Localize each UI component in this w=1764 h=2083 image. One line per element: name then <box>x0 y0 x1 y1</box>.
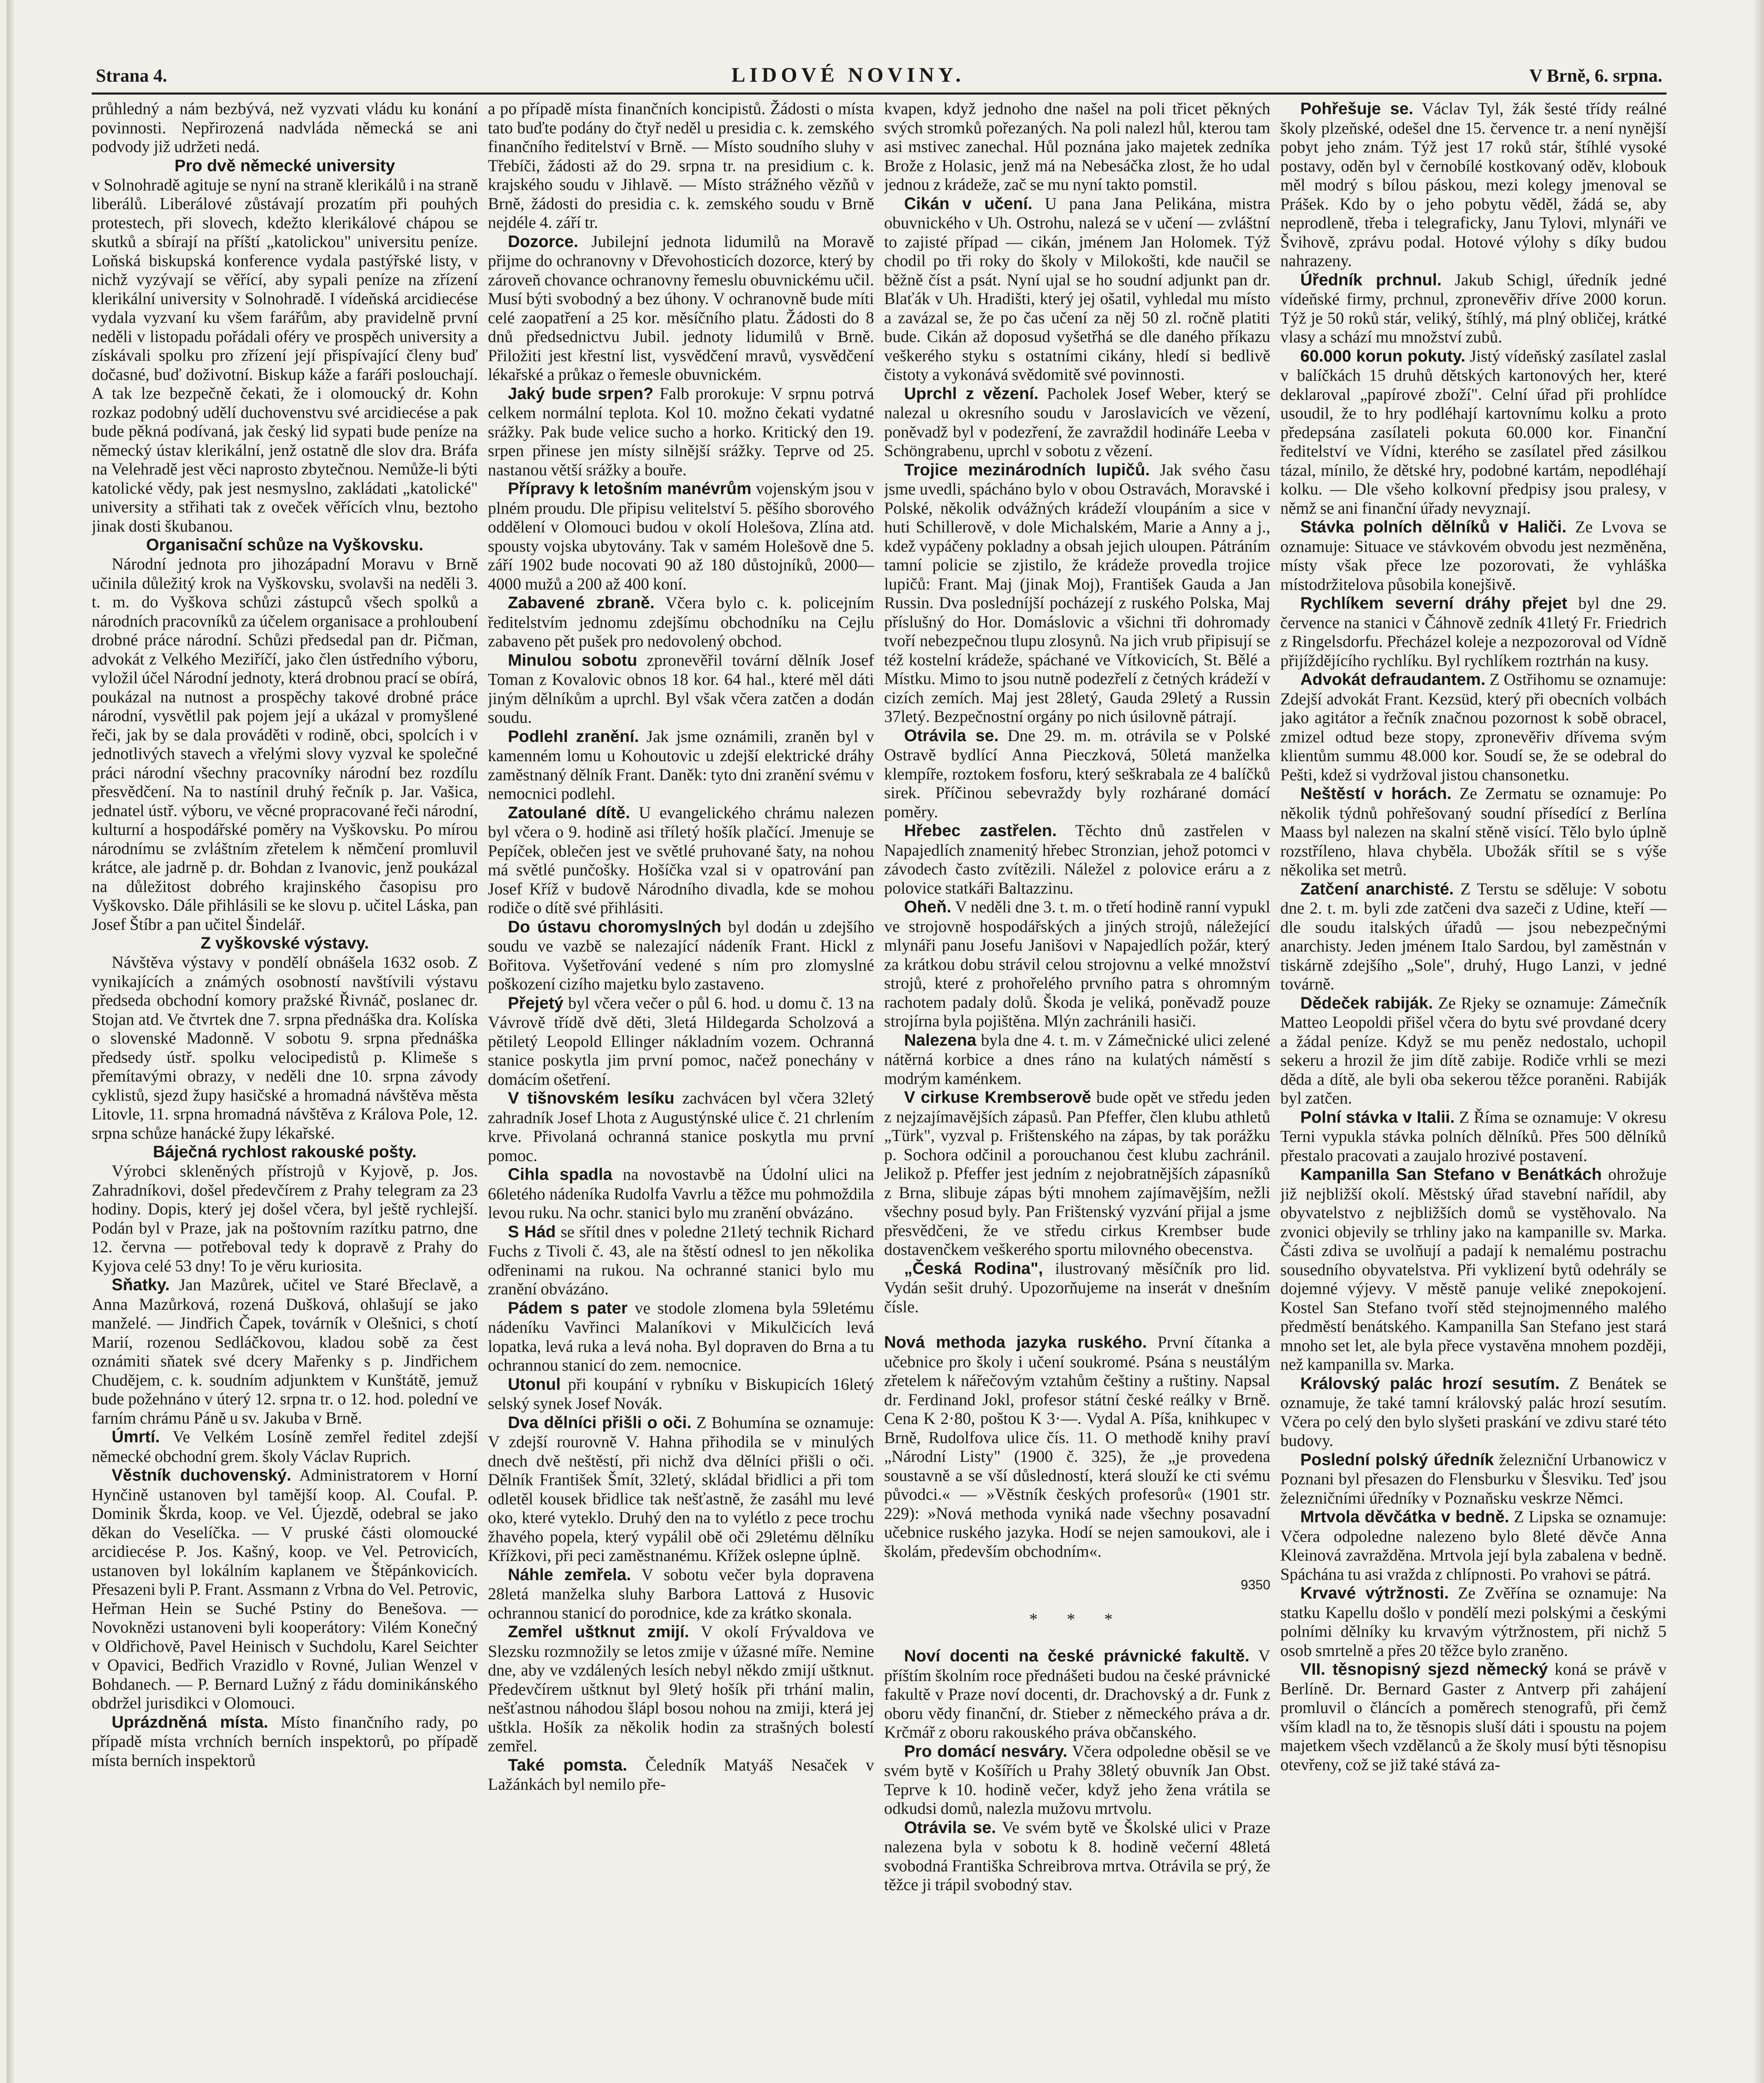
inline-headline: Podlehl zranění. <box>508 727 639 746</box>
article-text: na novostavbě na Údolní ulici na 66letého nádeníka Rudolfa Vavrlu a těžce mu pohmoždila levou ruku. Na ochr. stanici bylo mu zranění obvázáno. <box>488 1165 874 1222</box>
article-paragraph <box>488 803 874 917</box>
article-text: v Solnohradě agituje se nyní na straně klerikálů i na straně liberálů. Liberálové zůstávají prozatím při pouhých protestech, při slovech, kdežto klerikálové chápou se skutků a sbírají na příští „katolickou" universitu peníze. Loňská biskupská konference vydala pastýřské listy, v nichž vyzývají se věřící, aby sypali peníze na zřízení klerikální university v Solnohradě. I vídeňská arcidiecése vydala vyzvaní ku všem farářům, aby pravidelně první neděli v listopadu pořádali oféry ve prospěch university a získávali spolku pro zřízení její přispívající členy buď dočasné, buď doživotní. Biskup káže a faráři poslouchají. A tak lze bezpečně čekati, že i olomoucký dr. Kohn rozkaz podobný udělí duchovenstvu své arcidiecése a pak bude pěkná podívaná, jak český lid sypati bude peníze na německý ústav klerikální, jenž ostatně dle slov dra. Bráfa na Velehradě jest věci naprosto zbytečnou. Nemůže-li býti katolické vědy, pak jest nesmyslno, zakládati „katolické" university a střihati tak z oveček věřících vlnu, beztoho jinak dosti škubanou. <box>92 175 478 535</box>
column-4 <box>1280 99 1667 2083</box>
inline-headline: Utonul <box>508 1375 561 1394</box>
advert-reference-number: 9350 <box>1240 1577 1270 1592</box>
article-text: Dne 29. m. m. otrávila se v Polské Ostravě bydlící Anna Pieczková, 50letá manželka klempíře, roztokem fosforu, který seškrabala ze 4 balíčků sirek. Příčinou sebevraždy byly rozhárané domácí poměry. <box>884 726 1270 821</box>
article-paragraph <box>1280 1450 1667 1508</box>
inline-headline: Nová methoda jazyka ruského. <box>884 1333 1147 1351</box>
inline-headline: Uprchl z vězení. <box>904 384 1039 403</box>
article-text: při koupání v rybníku v Biskupicích 16letý selský synek Josef Novák. <box>488 1374 874 1413</box>
article-paragraph <box>488 384 874 480</box>
article-paragraph <box>1280 994 1667 1108</box>
article-paragraph <box>488 727 874 803</box>
article-text: vojenským jsou v plném proudu. Dle připisu velitelství 5. pěšího sborového oddělení v Olomouci budou v okolí Holešova, Zlína atd. spousty vojska ubytovány. Tak v samém Holešově dne 5. září 1902 bude nocovati 90 až 180 důstojníků, 2000—4000 mužů a 200 až 400 koní. <box>488 479 874 593</box>
article-paragraph <box>488 651 874 727</box>
article-text: průhledný a nám bezbývá, než vyzvati vládu ku konání povinnosti. Nepřirozená nadvláda německá se ani podvody již udržeti nedá. <box>92 99 478 156</box>
page-header <box>96 62 1662 92</box>
article-text: Místo finančního rady, po případě místa vrchních berních inspektorů, po případě místa berních inspektorů <box>92 1712 478 1770</box>
article-text: Včera bylo c. k. policejním ředitelstvím jednomu zdejšímu obchodníku na Cejlu zabaveno pět pušek pro nedovolený obchod. <box>488 593 874 650</box>
article-text: a po případě místa finančních koncipistů. Žádosti o místa tato buďte podány do čtyř neděl u presidia c. k. zemského finančního ředitelství v Brně. — Místo soudního sluhy v Třebíči, žádosti až do 29. srpna tr. na presidium c. k. krajského soudu v Jihlavě. — Místo strážného vězňů v Brně, žádosti do presidia c. k. zemského soudu v Brně nejdéle 4. září tr. <box>488 99 874 232</box>
inline-headline: Královský palác hrozí sesutím. <box>1300 1374 1560 1393</box>
inline-headline: Pohřešuje se. <box>1300 100 1414 118</box>
article-text: byl dne 29. července na stanici v Čáhnově zedník 41letý Fr. Friedrich z Ringelsdorfu. Přecházel koleje a nezpozoroval od Vídně přijíždějícího rychlíku. Byl rychlíkem roztrhán na kusy. <box>1280 594 1667 670</box>
inline-headline: V cirkuse Krembserově <box>904 1088 1092 1106</box>
article-text: byl dodán u zdejšího soudu ve vazbě se nalezající nádeník Frant. Hickl z Bořitova. Vyšetřování vedené s ním pro zlomyslné poškození cizího majetku bylo zastaveno. <box>488 917 874 993</box>
article-text: Z Bohumína se oznamuje: V zdejší rourovně V. Hahna přihodila se v minulých dnech dvě neštěstí, při nichž dva dělníci přišli o oči. Dělník František Šmít, 32letý, skládal břidlici a při tom odletěl kousek břidlice tak nešťastně, že zasáhl mu levé oko, které vyteklo. Druhý den na to vylétlo z pece trochu žhavého popela, který vypálil obě oči 29letému dělníku Křížkovi, při peci zaměstnanému. Křížek oslepne úplně. <box>488 1413 874 1565</box>
advertisement <box>884 1333 1270 1561</box>
article-paragraph <box>1280 1507 1667 1583</box>
article-paragraph <box>1280 270 1667 347</box>
inline-headline: Přejetý <box>508 994 564 1012</box>
article-paragraph <box>488 917 874 994</box>
article-text: V sobotu večer byla dopravena 28letá manželka sluhy Barbora Lattová z Husovic ochrannou stanicí do porodnice, kde za krátko skonala. <box>488 1565 874 1622</box>
article-text: byl včera večer o půl 6. hod. u domu č. 13 na Vávrově třídě dvě děti, 3letá Hildegarda Scholzová a pětiletý Leopold Ellinger nákladním vozem. Ochranná stanice poskytla jim první pomoc, načež ponechány v domácím ošetření. <box>488 993 874 1089</box>
article-paragraph <box>1280 99 1667 270</box>
article-text: Národní jednota pro jihozápadní Moravu v Brně učinila důležitý krok na Vyškovsku, svolavši na neděli 3. t. m. do Vyškova schůzi zástupců všech spolků a národních pracovníků za účelem organisace a prohloubení drobné práce národní. Schůzi předsedal pan dr. Pičman, advokát z Velkého Meziříčí, jako člen ústředního výboru, vyložil účel Národní jednoty, která drobnou prací se obírá, poukázal na nutnost a prospěchy takové drobné práce národní, vysvětlil pak pojem její a ukázal v promyšlené řeči, jak by se dala prováděti v rodině, obci, spolcích i v jednotlivých stavech a vřelými slovy vyzval ke společné práci národní všechny pracovníky národní bez rozdílu přesvědčení. Na to nastínil druhý řečník p. Jar. Vašica, jednatel ústř. výboru, ve věcné propracované řeči národní, kulturní a hospodářské poměry na Vyškovsku. Po mírou národnímu se zvláštním zřetelem k němčení promluvil krátce, ale jadrně p. dr. Bohdan z Ivanovic, jenž poukázal na důležitost dobrého krajinského časopisu pro Vyškovsko. Dále přihlásili se ke slovu p. učitel Láska, pan Josef Štíbr a pan učitel Šindelář. <box>92 554 478 934</box>
article-text: Administratorem v Horní Hynčině ustanoven byl tamější koop. Al. Coufal. P. Dominik Škrda, koop. ve Vel. Újezdě, odebral se jako děkan do Veselíčka. — V pruské části olomoucké arcidiecése P. Jos. Kašný, koop. ve Vel. Petrovicích, ustanoven byl lokálním kaplanem ve Štěpánkovicích. Přesazeni byli P. Frant. Assmann z Vrbna do Vel. Petrovic, Heřman Hein se Suché Pstiny do Benešova. — Novoknězi ustanoveni byli kooperátory: Vilém Konečný v Oldřichově, Pavel Heinisch v Suchdolu, Karel Seichter v Opavici, Bedřich Vrazidlo v Rovné, Julian Wenzel v Bohdanech. — P. Bernard Lužný z řádu dominikánského obdržel jurisdikci v Olomouci. <box>92 1466 478 1712</box>
inline-headline: Trojice mezinárodních lupičů. <box>904 460 1150 479</box>
inline-headline: Zabavené zbraně. <box>508 594 655 612</box>
article-paragraph <box>1280 347 1667 518</box>
article-text: Jistý vídeňský zasílatel zaslal v balíčkách 15 druhů dětských kartonových her, které deklaroval „papírové zboží". Celní úřad při prohlídce usoudil, že to hry podléhají kartovnímu kolku a proto předepsána zasílateli pokuta 60.000 kor. Finanční ředitelství ve Vídni, kterého se zasílatel před zásilkou tázal, mínilo, že dětské hry, podobné kartám, nepodléhají kolku. — Dle všeho kolkovní předpisy jsou pralesy, v němž se ani finanční úřady nevyznají. <box>1280 346 1667 517</box>
inline-headline: „Česká Rodina", <box>904 1259 1043 1278</box>
text-columns <box>92 99 1667 2083</box>
article-text: bude opět ve středu jeden z nejzajímavějších zápasů. Pan Pfeffer, člen klubu athletů „Türk", vyzval p. Frištenského na zápas, by tak porážku p. Sochora odčinil a porouchanou čest klubu zachránil. Jelikož p. Pfeffer jest jedním z nejobratnějších zápasníků z Brna, slibuje zápas býti mnohem zajímavějším, nežli všechny posud byly. Pan Frištenský vyzvání přijal a jsme přesvědčeni, že ve středu cirkus Krembser bude dostavenčkem veškerého sportu milovného obecenstva. <box>884 1088 1270 1259</box>
article-text: Falb prorokuje: V srpnu potrvá celkem normální teplota. Kol 10. možno čekati vydatné srážky. Pak bude velice sucho a horko. Kritický den 19. srpen přinese jen místy silnější srážky. Teprve od 25. nastanou větší srážky a bouře. <box>488 384 874 479</box>
article-text: Včera odpoledne oběsil se ve svém bytě v Košířích u Prahy 38letý obuvník Jan Obst. Teprve k 10. hodině večer, když jeho žena vrátila se odkudsi domů, nalezla mužovu mrtvolu. <box>884 1741 1270 1818</box>
article-headline: Báječná rychlost rakouské pošty. <box>153 1143 417 1161</box>
article-text: Čeledník Matyáš Nesaček v Lažánkách byl nemilo pře- <box>488 1755 874 1793</box>
inline-headline: Do ústavu choromyslných <box>508 917 722 936</box>
article-paragraph <box>488 593 874 651</box>
article-text: Pacholek Josef Weber, který se nalezal u okresního soudu v Jaroslavicích ve vězení, poněvadž byl v podezření, že zavraždil hodináře Leeba v Schöngrabenu, uprchl v sobotu z vězení. <box>884 384 1270 460</box>
page-number: Strana 4. <box>96 65 167 86</box>
article-paragraph <box>1280 594 1667 670</box>
inline-headline: Zatoulané dítě. <box>508 803 630 822</box>
article-text: Jak svého času jsme uvedli, spácháno bylo v obou Ostravách, Moravské i Polské, několik odvážných krádeží vloupáním a sice v huti Schillerově, v dole Michalském, Marie a Anny a j., kdež vypáčeny pokladny a obsah jejich uloupen. Pátráním tamní policie se zjistilo, že krádeže provedla trojice lupičů: Frant. Maj (jinak Moj), František Gauda a Jan Russin. Dva posledníjší pocházejí z ruského Polska, Maj příslušný do Hor. Domáslovic a všichni tři dohromady tvoří nebezpečnou tlupu zlosynů. Na jich vrub připisují se též kostelní krádeže, spáchané ve Vítkovicích, St. Bělé a Místku. Mimo to jsou nutně podezřelí z četných krádeží v cizích zemích. Maj jest 28letý, Gauda 29letý a Russin 37letý. Bezpečnostní orgány po nich úsilovně pátrají. <box>884 460 1270 726</box>
article-text: Jubilejní jednota lidumilů na Moravě přijme do ochranovny v Dřevohosticích dozorce, který by zároveň chovance ochranovny řemeslu obuvnickému učil. Musí býti svobodný a bez úhony. V ochranovně bude míti celé zaopatření a 25 kor. měsíčního platu. Žádosti do 8 dnů předsednictvu Jubil. jednoty lidumilů v Brně. Přiložiti jest křestní list, vysvědčení mravů, vysvědčení lékařské a průkaz o řemesle obuvnickém. <box>488 232 874 384</box>
article-text: Výrobci skleněných přístrojů v Kyjově, p. Jos. Zahradníkovi, došel předevčírem z Prahy telegram za 23 hodiny. Dopis, který jej došel včera, byl ještě rychlejší. Podán byl v Praze, jak na poštovním razítku patrno, dne 12. června — potřeboval tedy k dopravě z Prahy do Kyjova celé 53 dny! To je věru kuriosita. <box>92 1161 478 1275</box>
inline-headline: Otrávila se. <box>904 726 999 745</box>
article-paragraph <box>488 1622 874 1756</box>
inline-headline: Jaký bude srpen? <box>508 384 654 403</box>
article-text: kvapen, když jednoho dne našel na poli třicet pěkných svých stromků pořezaných. Na poli nalezl hůl, kterou tam asi mstivec zanechal. Hůl poznána jako majetek zedníka Brože z Holasic, jenž má na Nebesáčka zlost, že ho udal jednou z krádeže, zač se mu nyní takto pomstil. <box>884 99 1270 194</box>
inline-headline: Noví docenti na české právnické fakultě. <box>904 1647 1249 1665</box>
article-paragraph <box>884 897 1270 1031</box>
inline-headline: Neštěstí v horách. <box>1300 784 1452 803</box>
article-paragraph <box>92 1275 478 1427</box>
inline-headline: Pro domácí nesváry. <box>904 1742 1067 1761</box>
column-2 <box>488 99 874 2083</box>
article-text: Jakub Schigl, úředník jedné vídeňské firmy, prchnul, zpronevěřiv dříve 2000 korun. Týž je 50 roků stár, veliký, štíhlý, má plný obličej, krátké vlasy a schází mu množství zubů. <box>1280 270 1667 346</box>
article-text: Z Říma se oznamuje: V okresu Terni vypukla stávka polních dělníků. Přes 500 dělníků přestalo pracovati a zaujalo hrozivé postavení. <box>1280 1107 1667 1165</box>
inline-headline: Hřebec zastřelen. <box>904 822 1057 840</box>
article-text: V neděli dne 3. t. m. o třetí hodině ranní vypukl ve strojovně hospodářských a jiných strojů, náležející mlynáři panu Josefu Janišovi v Napajedlích požár, který za krátkou dobu strávil celou strojovnu a velké množství strojů, které z prohořelého prvního patra s ohromným rachotem padaly dolů. Škoda je veliká, poněvadž pouze strojírna byla pojištěna. Mlýn zachránili hasiči. <box>884 897 1270 1030</box>
article-paragraph <box>488 479 874 593</box>
article-paragraph <box>1280 517 1667 594</box>
article-text: Z Ostřihomu se oznamuje: Zdejší advokát Frant. Kezsüd, který při obecních volbách jako agitátor a řečník značnou pozornost k sobě obracel, zmizel odtud beze stopy, zpronevěřiv dřívema svým klientům summu 48.000 kor. Soudí se, že se odebral do Pešti, kdež si vydržoval jistou chansonetku. <box>1280 670 1667 784</box>
page-fold-shadow-right <box>1753 0 1764 2083</box>
article-text: ve stodole zlomena byla 59letému nádeníku Vavřinci Malaníkovi v Mikulčicích levá lopatka, levá ruka a levá noha. Byl dopraven do Brna a tu ochrannou stanicí do zem. nemocnice. <box>488 1298 874 1374</box>
article-paragraph <box>488 994 874 1089</box>
article-paragraph <box>884 1818 1270 1894</box>
article-text: ohrožuje již nejbližší okolí. Městský úřad stavební nařídil, aby obyvatelstvo z nejbližších domů se vystěhovalo. Na zvonici objevily se trhliny jako na kampanille sv. Marka. Části zdiva se uvolňují a padají k nemalému postrachu sousedního obyvatelstva. Při vyklizení bytů odehrály se dojemné výjevy. V městě panuje veliké znepokojení. Kostel San Stefano tvoří stěd stejnojmenného malého předměstí benátského. Kampanilla San Stefano jest stará mnoho set let, ale byla přece vystavěna mnohem později, než kampanilla sv. Marka. <box>1280 1165 1667 1374</box>
article-text: Z Terstu se sděluje: V sobotu dne 2. t. m. byli zde zatčeni dva sazeči z Udine, kteří — dle soudu italských úřadů — jsou nebezpečnými anarchisty. Jeden jménem Italo Sardou, byl zaměstnán v tiskárně zdejšího „Sole", druhý, Hugo Lanzi, v jedné továrně. <box>1280 879 1667 993</box>
inline-headline: Polní stávka v Italii. <box>1300 1108 1455 1126</box>
inline-headline: Úředník prchnul. <box>1300 270 1442 289</box>
article-paragraph <box>1280 1374 1667 1450</box>
article-text: železniční Urbanowicz v Poznani byl přesazen do Flensburku v Šlesviku. Teď jsou železničními úředníky v Poznaňsku veskrze Němci. <box>1280 1450 1667 1507</box>
inline-headline: Stávka polních dělníků v Haliči. <box>1300 518 1567 536</box>
article-paragraph <box>488 1222 874 1299</box>
page-fold-shadow-left <box>7 0 15 2083</box>
inline-headline: Minulou sobotu <box>508 651 637 669</box>
article-text: Ve Velkém Losíně zemřel ředitel zdejší německé obchodní grem. školy Václav Ruprich. <box>92 1427 478 1466</box>
article-text: V příštím školním roce přednášeti budou na české právnické fakultě v Praze noví docenti, dr. Drachovský a dr. Funk z oboru vědy finanční, dr. Stieber z německého práva a dr. Krčmář z oboru rakouského práva občanského. <box>884 1646 1270 1741</box>
article-paragraph <box>92 1713 478 1770</box>
inline-headline: Poslední polský úředník <box>1300 1450 1494 1469</box>
newspaper-title: LIDOVÉ NOVINY. <box>731 63 965 86</box>
inline-headline: Nalezena <box>904 1031 977 1049</box>
article-text: Ve svém bytě ve Školské ulici v Praze nalezena byla v sobotu k 8. hodině večerní 48letá svobodná Františka Schreibrova mrtva. Otrávila se prý, že těžce ji trápil svobodný stav. <box>884 1818 1270 1894</box>
article-text: zachvácen byl včera 32letý zahradník Josef Lhota z Augustýnské ulice č. 21 chrlením krve. Přivolaná ochranná stanice poskytla mu první pomoc. <box>488 1089 874 1165</box>
article-text: Z Lipska se oznamuje: Včera odpoledne nalezeno bylo 8leté děvče Anna Kleinová zavražděna. Mrtvola její byla zabalena v bedně. Spáchána tu asi vražda z chlípnosti. Po vrahovi se pátrá. <box>1280 1507 1667 1583</box>
article-paragraph <box>488 1299 874 1375</box>
inline-headline: Oheň. <box>904 898 952 916</box>
article-text: Jan Mazůrek, učitel ve Staré Břeclavě, a Anna Mazůrková, rozená Dušková, ohlašují se jako manželé. — Jindřich Čapek, továrník v Olešnici, s chotí Marií, rozenou Sedláčkovou, kladou sobě za čest oznámiti sňatek své dcery Mařenky s p. Jindřichem Chudějem, c. k. soudním adjunktem v Kunštátě, jemuž bude požehnáno v úterý 12. srpna tr. o 12. hod. polední ve farním chrámu Páně u sv. Jakuba v Brně. <box>92 1275 478 1427</box>
article-paragraph <box>1280 1165 1667 1374</box>
article-text: U evangelického chrámu nalezen byl včera o 9. hodině asi tříletý hošík plačící. Jmenuje se Pepíček, oblečen jest ve světlé pruhované šaty, na nohou má světlé punčošky. Hošíčka vzal si v opatrování pan Josef Kříž v budově Národního divadla, kde se mohou rodiče o dítě své přihlásiti. <box>488 803 874 917</box>
article-paragraph <box>488 1756 874 1794</box>
article-paragraph <box>1280 879 1667 994</box>
article-text: Václav Tyl, žák šesté třídy reálné školy plzeňské, odešel dne 15. července tr. a není nynější pobyt jeho znám. Týž jest 17 roků stár, štíhlé vysoké postavy, oděn byl v černobílé kostkovaný oděv, klobouk měl modrý s bílou páskou, mezi kolegy jmenoval se Prášek. Kdo by o jeho pobytu věděl, žádá se, aby neprodleně, třeba i telegraficky, Janu Tylovi, mlynáři ve Švihově, zprávu podal. Hotové výlohy s díky budou nahrazeny. <box>1280 99 1667 270</box>
article-paragraph <box>884 821 1270 897</box>
article-text: Jak jsme oznámili, zraněn byl v kamenném lomu u Kohoutovic u zdejší elektrické dráhy zaměstnaný dělník Frant. Daněk: tyto dni zranění svému v nemocnici podlehl. <box>488 727 874 803</box>
inline-headline: Cikán v učení. <box>904 194 1033 213</box>
article-text: ilustrovaný měsíčník pro lid. Vydán sešit druhý. Upozorňujeme na inserát v dnešním čísle. <box>884 1259 1270 1316</box>
article-headline: Organisační schůze na Vyškovsku. <box>146 536 424 554</box>
header-rule <box>92 92 1667 95</box>
inline-headline: Věstník duchovenský. <box>112 1466 292 1484</box>
article-paragraph <box>1280 1108 1667 1165</box>
inline-headline: Dva dělníci přišli o oči. <box>508 1413 692 1432</box>
article-paragraph <box>884 460 1270 726</box>
article-paragraph <box>884 1646 1270 1742</box>
article-paragraph <box>884 194 1270 384</box>
article-text: Návštěva výstavy v pondělí obnášela 1632 osob. Z vynikajících a známých osobností navštívili výstavu předseda obchodní komory pražské Řivnáč, poslanec dr. Stojan atd. Ve čtvrtek dne 7. srpna přednáška dra. Kolíska o slovenské Madonně. V sobotu 9. srpna přednáška předsedy ústř. spolku velocipedistů p. Klimeše s přemítavými obrazy, v neděli dne 10. srpna závody cyklistů, sjezd župy hasičské a hromadná návštěva města Litovle, 11. srpna hromadná návštěva z Králova Pole, 12. srpna schůze hanácké župy lékařské. <box>92 953 478 1142</box>
inline-headline: Mrtvola děvčátka v bedně. <box>1300 1508 1509 1526</box>
article-paragraph <box>884 1088 1270 1259</box>
article-text: V okolí Frývaldova ve Slezsku rozmnožily se letos zmije v úžasné míře. Nemine dne, aby ve vzdálených lesích nebyl někdo zmijí uštknut. Předevčírem uštknut byl 9letý hošík při trhání malin, nešťastnou náhodou šlápl bosou nohou na zmiji, která jej uštkla. Hošík za několik hodin za strašných bolestí zemřel. <box>488 1622 874 1755</box>
article-paragraph <box>884 726 1270 822</box>
article-paragraph <box>1280 1660 1667 1774</box>
article-paragraph <box>488 1413 874 1565</box>
inline-headline: Otrávila se. <box>904 1818 996 1837</box>
article-text: U pana Jana Pelikána, mistra obuvnického v Uh. Ostrohu, nalezá se v učení — zvláštní to zajisté případ — cikán, jménem Jan Holomek. Týž chodil po tři roky do školy v Milokošti, kde naučil se běžně číst a psát. Nyní ujal se ho soudní adjunkt pan dr. Blaťák v Uh. Hradišti, který jej ošatil, vyhledal mu místo a zavázal se, že po čas učení za něj 50 zl. ročně platiti bude. Cikán až doposud vyšetřhá se dle daného příkazu veškerého styku s ostatními cikány, hledí si bedlivě čistoty a vykonává svědomitě své povinnosti. <box>884 194 1270 384</box>
article-text: se sřítil dnes v poledne 21letý technik Richard Fuchs z Tivoli č. 43, ale na štěstí odnesl to jen několika odřeninami na rukou. Na ochranné stanici bylo mu zranění obvázáno. <box>488 1222 874 1298</box>
inline-headline: Pádem s pater <box>508 1299 628 1317</box>
article-paragraph <box>884 1031 1270 1088</box>
article-text: Ze Rjeky se oznamuje: Zámečník Matteo Leopoldi přišel včera do bytu své provdané dcery a žádal peníze. Když se mu peněz nedostalo, uchopil sekeru a hrozil že jim dítě zabije. Rodiče vrhli se mezi děda a dítě, ale byli oba sekerou těžce poraněni. Rabiják byl zatčen. <box>1280 993 1667 1107</box>
article-text: Ze Zermatu se oznamuje: Po několik týdnů pohřešovaný soudní přísedící z Berlína Maass byl nalezen na skalní stěně visící. Tělo bylo úplně rozstříleno, hlava chyběla. Ubožák sřítil se s výše několika set metrů. <box>1280 784 1667 879</box>
inline-headline: Dědeček rabiják. <box>1300 994 1433 1012</box>
article-paragraph <box>884 1259 1270 1316</box>
column-1 <box>92 99 478 2083</box>
inline-headline: Zatčení anarchisté. <box>1300 879 1454 898</box>
article-paragraph <box>488 1565 874 1623</box>
article-paragraph <box>488 232 874 384</box>
inline-headline: Krvavé výtržnosti. <box>1300 1584 1449 1602</box>
inline-headline: Dozorce. <box>508 232 578 251</box>
inline-headline: VII. těsnopisný sjezd německý <box>1300 1660 1548 1678</box>
inline-headline: 60.000 korun pokuty. <box>1300 347 1466 365</box>
inline-headline: Kampanilla San Stefano v Benátkách <box>1300 1165 1602 1184</box>
inline-headline: Cihla spadla <box>508 1165 612 1184</box>
article-paragraph <box>92 1427 478 1466</box>
article-text: Těchto dnů zastřelen v Napajedlích znamenitý hřebec Stronzian, jehož potomci v závodech často zvítězili. Náležel z polovice eráru a z polovice statkáři Baltazzinu. <box>884 821 1270 897</box>
article-paragraph <box>488 1165 874 1222</box>
article-paragraph <box>92 1466 478 1713</box>
article-text: Z Benátek se oznamuje, že také tamní královský palác hrozí sesutím. Včera po celý den bylo slyšeti praskání ve zdivu staré této budovy. <box>1280 1374 1667 1450</box>
column-3 <box>884 99 1270 2083</box>
article-text: byla dne 4. t. m. v Zámečnické ulici zelené nátěrná korbice a dnes ráno na kulatých náměstí s modrým kaménkem. <box>884 1030 1270 1088</box>
advertisement-text: První čítanka a učebnice pro školy i učení soukromé. Psána s neustálým zřetelem k nářečovým vztahům češtiny a ruštiny. Napsal dr. Ferdinand Jokl, profesor státní české reálky v Brně. Cena K 2·80, poštou K 3·—. Vydal A. Píša, knihkupec v Brně, Rudolfova ulice čís. 11. O methodě knihy praví „Národní Listy" (1900 č. 325), že „je provedena soustavně a se vší důsledností, která slouží ke cti svému původci.« — »Věstník českých profesorů« (1901 str. 229): »Nová methoda vyniká nade všechny posavadní učebnice ruského jazyka. Hodí se nejen samoukovi, ale i školám, především obchodním«. <box>884 1333 1270 1561</box>
article-paragraph <box>488 1375 874 1413</box>
inline-headline: V tišnovském lesíku <box>508 1089 675 1107</box>
article-paragraph <box>884 1742 1270 1818</box>
article-paragraph <box>1280 1583 1667 1660</box>
inline-headline: S Hád <box>508 1222 556 1241</box>
inline-headline: Přípravy k letošním manévrům <box>508 480 752 498</box>
article-paragraph <box>884 384 1270 460</box>
article-paragraph <box>488 1089 874 1165</box>
article-text: Ze Zvěřína se oznamuje: Na statku Kapellu došlo v pondělí mezi polskými a českými polními dělníky ku krvavým výtržnostem, při nichž 5 osob smrtelně a přes 20 těžce bylo zraněno. <box>1280 1583 1667 1660</box>
inline-headline: Advokát defraudantem. <box>1300 670 1486 689</box>
article-paragraph <box>1280 670 1667 784</box>
article-headline: Z vyškovské výstavy. <box>200 934 369 952</box>
article-text: koná se právě v Berlíně. Dr. Bernard Gaster z Antverp při zahájení promluvil o článcích a poměrech stenografů, při čemž vším kladl na to, že těsnopis sluší dáti i spoustu na pojem majetkem všech vzdělanců a že školy musí býti těsnopisu otevřeny, což se již také stává za- <box>1280 1660 1667 1774</box>
inline-headline: Také pomsta. <box>508 1756 627 1774</box>
article-text: zpronevěřil tovární dělník Josef Toman z Kovalovic obnos 18 kor. 64 hal., které měl dáti jiným dělníkům a uprchl. Byl však včera zatčen a dodán soudu. <box>488 650 874 727</box>
inline-headline: Sňatky. <box>112 1276 170 1294</box>
article-text: Ze Lvova se oznamuje: Situace ve stávkovém obvodu jest nezměněna, místy však přece lze pozorovati, že vyhláška místodržitelova působila konejšivě. <box>1280 517 1667 594</box>
article-paragraph <box>1280 784 1667 879</box>
inline-headline: Zemřel uštknut zmijí. <box>508 1623 690 1641</box>
inline-headline: Náhle zemřela. <box>508 1565 631 1584</box>
inline-headline: Rychlíkem severní dráhy přejet <box>1300 594 1567 612</box>
inline-headline: Uprázdněná místa. <box>112 1713 268 1731</box>
dateline: V Brně, 6. srpna. <box>1529 65 1662 86</box>
inline-headline: Úmrtí. <box>112 1428 160 1446</box>
article-headline: Pro dvě německé university <box>174 156 395 175</box>
section-separator-stars: * * * <box>1029 1610 1125 1628</box>
